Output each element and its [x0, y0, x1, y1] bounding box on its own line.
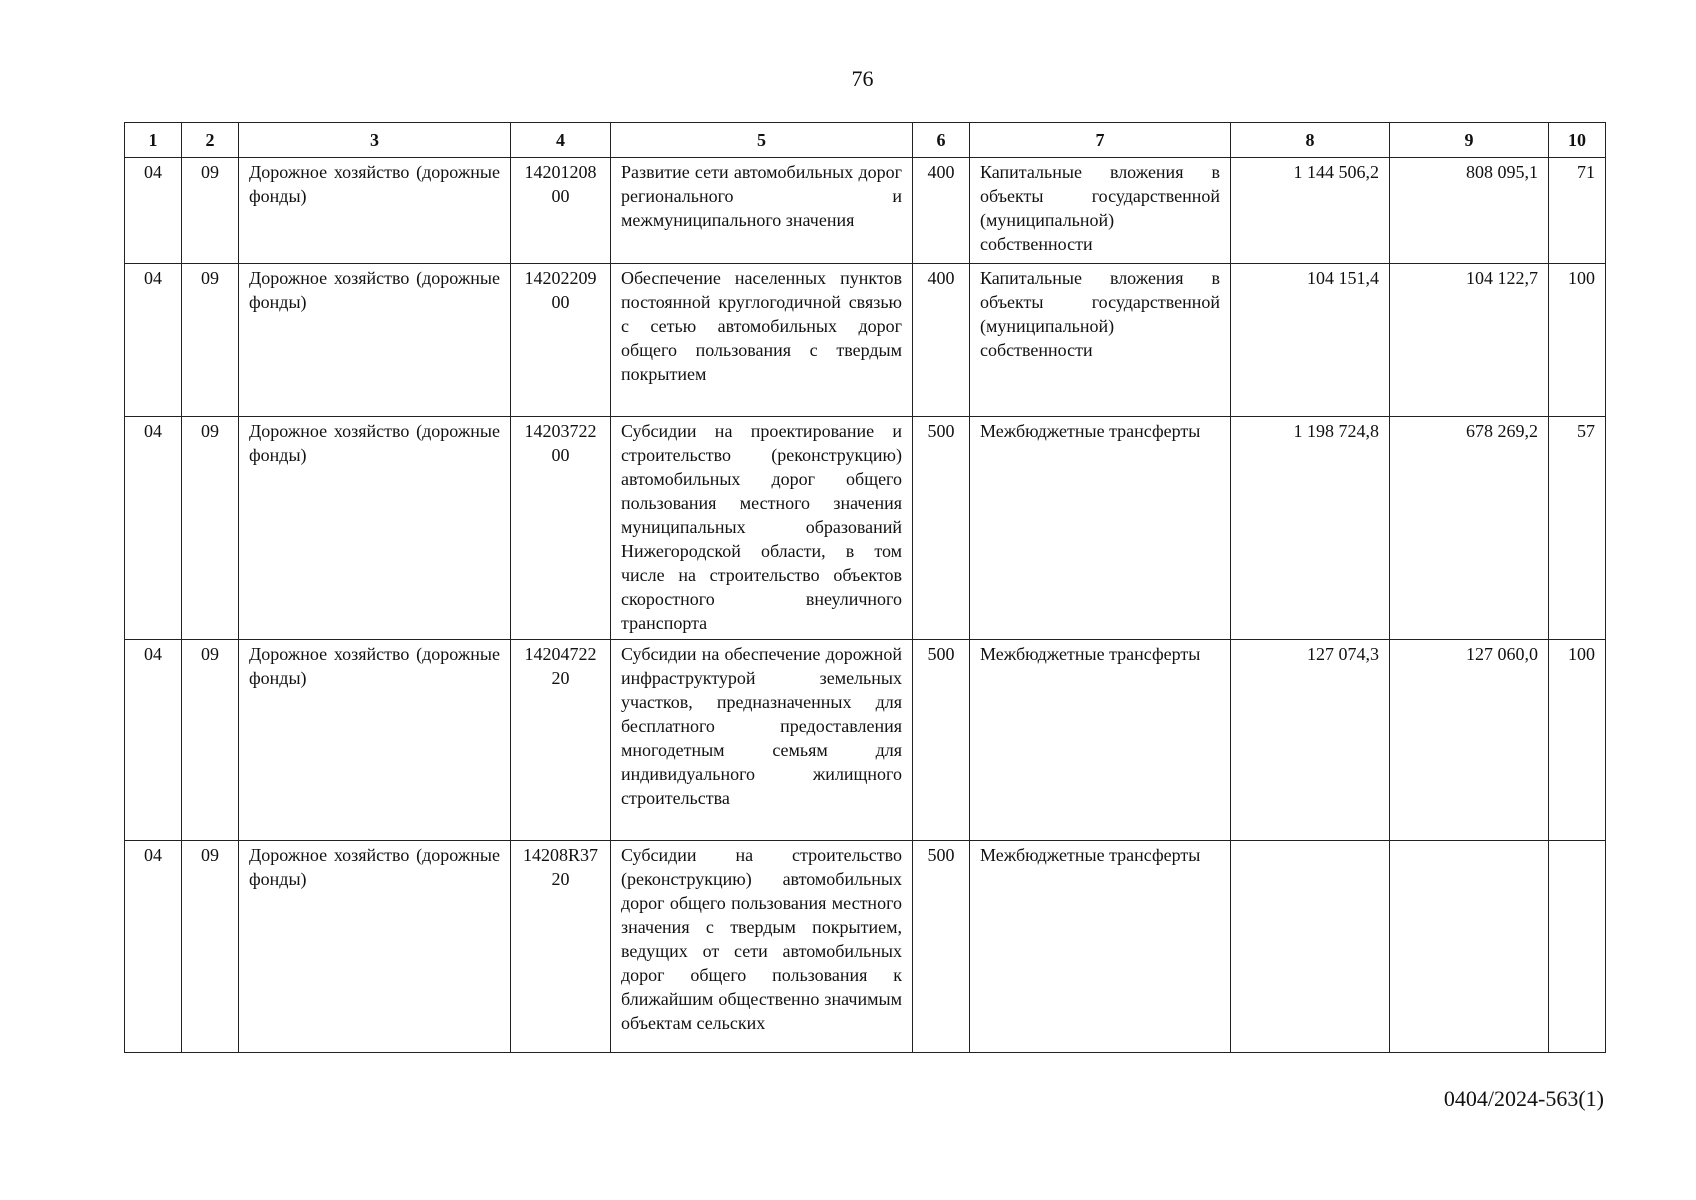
article-name: Субсидии на обеспечение дорожной инфраструктурой земельных участков, предназначенных для бесплатного предоставления многодетным семьям для индивидуального жилищного строительства [611, 640, 913, 841]
target-article-code: 1420220900 [511, 264, 611, 417]
section-name: Дорожное хозяйство (дорожные фонды) [239, 417, 511, 640]
expense-type-name: Межбюджетные трансферты [970, 841, 1231, 1053]
executed-amount [1390, 841, 1549, 1053]
article-name: Субсидии на проектирование и строительство (реконструкцию) автомобильных дорог общего пользования местного значения муниципальных образований Нижегородской области, в том числе на строительство объектов скоростного внеуличного транспорта [611, 417, 913, 640]
execution-percent: 71 [1549, 158, 1606, 264]
expense-type-code: 500 [913, 640, 970, 841]
table-row [125, 841, 1606, 1053]
subsection-code: 09 [182, 264, 239, 417]
expense-type-name: Капитальные вложения в объекты государственной (муниципальной) собственности [970, 264, 1231, 417]
execution-percent: 100 [1549, 640, 1606, 841]
planned-amount: 104 151,4 [1231, 264, 1390, 417]
article-name: Обеспечение населенных пунктов постоянной круглогодичной связью с сетью автомобильных дорог общего пользования с твердым покрытием [611, 264, 913, 417]
col-header-2: 2 [182, 123, 239, 158]
execution-percent: 57 [1549, 417, 1606, 640]
section-code: 04 [125, 417, 182, 640]
target-article-code: 1420120800 [511, 158, 611, 264]
planned-amount: 1 198 724,8 [1231, 417, 1390, 640]
expense-type-code: 400 [913, 158, 970, 264]
col-header-7: 7 [970, 123, 1231, 158]
article-name: Развитие сети автомобильных дорог регионального и межмуниципального значения [611, 158, 913, 264]
col-header-5: 5 [611, 123, 913, 158]
col-header-9: 9 [1390, 123, 1549, 158]
col-header-1: 1 [125, 123, 182, 158]
budget-table [124, 122, 1606, 1053]
article-name: Субсидии на строительство (реконструкцию) автомобильных дорог общего пользования местного значения с твердым покрытием, ведущих от сети автомобильных дорог общего пользования к ближайшим общественно значимым объектам сельских [611, 841, 913, 1053]
expense-type-name: Капитальные вложения в объекты государственной (муниципальной) собственности [970, 158, 1231, 264]
section-name: Дорожное хозяйство (дорожные фонды) [239, 640, 511, 841]
section-code: 04 [125, 264, 182, 417]
section-code: 04 [125, 158, 182, 264]
subsection-code: 09 [182, 158, 239, 264]
planned-amount: 1 144 506,2 [1231, 158, 1390, 264]
table-row [125, 417, 1606, 640]
table-row [125, 264, 1606, 417]
expense-type-code: 500 [913, 417, 970, 640]
col-header-8: 8 [1231, 123, 1390, 158]
document-registration-code: 0404/2024-563(1) [1443, 1086, 1604, 1111]
section-code: 04 [125, 640, 182, 841]
section-code: 04 [125, 841, 182, 1053]
execution-percent [1549, 841, 1606, 1053]
subsection-code: 09 [182, 417, 239, 640]
expense-type-code: 400 [913, 264, 970, 417]
executed-amount: 678 269,2 [1390, 417, 1549, 640]
subsection-code: 09 [182, 640, 239, 841]
section-name: Дорожное хозяйство (дорожные фонды) [239, 841, 511, 1053]
section-name: Дорожное хозяйство (дорожные фонды) [239, 264, 511, 417]
execution-percent: 100 [1549, 264, 1606, 417]
table-row [125, 640, 1606, 841]
col-header-10: 10 [1549, 123, 1606, 158]
executed-amount: 808 095,1 [1390, 158, 1549, 264]
section-name: Дорожное хозяйство (дорожные фонды) [239, 158, 511, 264]
subsection-code: 09 [182, 841, 239, 1053]
col-header-6: 6 [913, 123, 970, 158]
target-article-code: 1420372200 [511, 417, 611, 640]
planned-amount: 127 074,3 [1231, 640, 1390, 841]
table-header [125, 123, 1606, 158]
executed-amount: 104 122,7 [1390, 264, 1549, 417]
table-row [125, 158, 1606, 264]
page-number: 76 [851, 66, 874, 91]
target-article-code: 1420472220 [511, 640, 611, 841]
col-header-3: 3 [239, 123, 511, 158]
expense-type-code: 500 [913, 841, 970, 1053]
executed-amount: 127 060,0 [1390, 640, 1549, 841]
planned-amount [1231, 841, 1390, 1053]
target-article-code: 14208R3720 [511, 841, 611, 1053]
col-header-4: 4 [511, 123, 611, 158]
expense-type-name: Межбюджетные трансферты [970, 640, 1231, 841]
expense-type-name: Межбюджетные трансферты [970, 417, 1231, 640]
